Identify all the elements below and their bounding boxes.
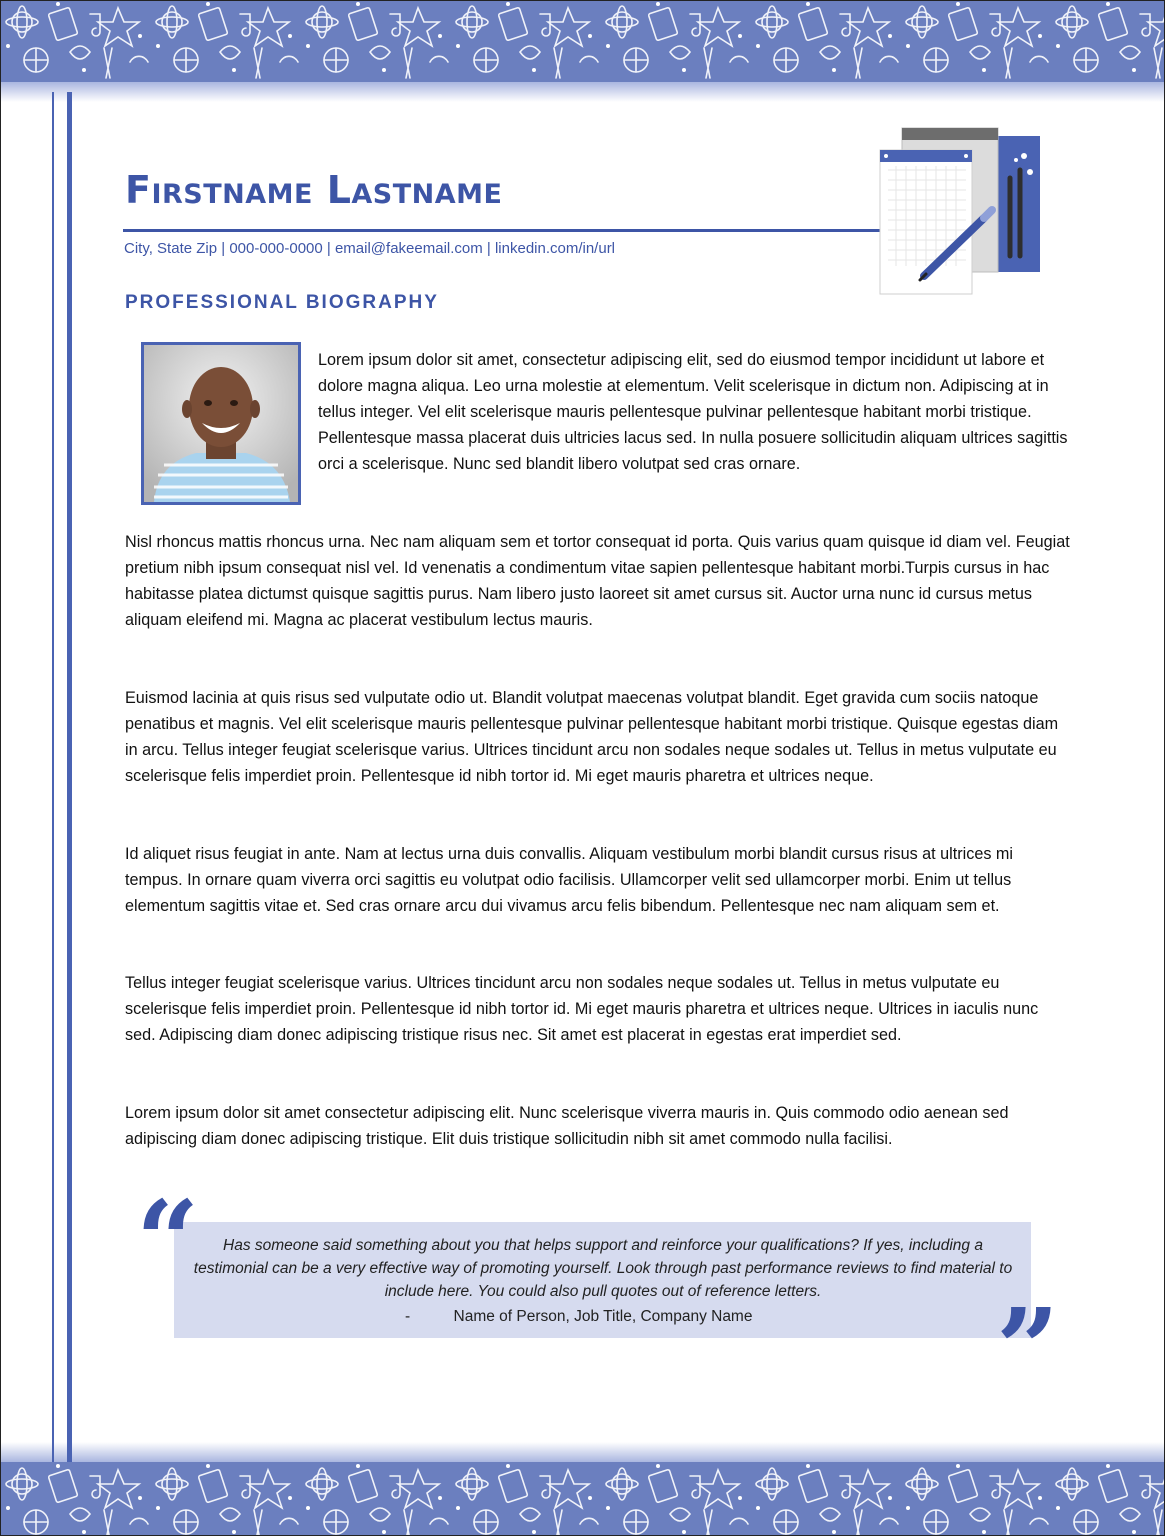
contact-line: City, State Zip | 000-000-0000 | email@fakeemail.com | linkedin.com/in/url <box>124 240 616 257</box>
bio-paragraph: Euismod lacinia at quis risus sed vulputate odio ut. Blandit volutpat maecenas volutpat blandit. Eget gravida cum sociis natoque penatibus et magnis. Vel elit scelerisque mauris pellentesque pulvinar pellentesque habitant morbi tristique. Quisque egestas diam in arcu. Tellus integer feugiat scelerisque varius. Ultrices tincidunt arcu non sodales neque sodales ut. Tellus in metus vulputate eu scelerisque felis imperdiet proin. Pellentesque id nibh tortor id. Mi eget mauris pharetra et ultrices neque. <box>125 689 1059 785</box>
testimonial-text: Has someone said something about you that helps support and reinforce your qualifications? If yes, including a testimonial can be a very effective way of promoting yourself. Look through past performance reviews to find material to include here. You could also pull quotes out of reference letters. <box>193 1237 1013 1300</box>
school-doodle-pattern-icon <box>0 0 1165 82</box>
bio-paragraph: Id aliquet risus feugiat in ante. Nam at lectus urna duis convallis. Aliquam vestibulum morbi blandit cursus risus at ultrices mi tempus. In ornare quam viverra orci sagittis eu volutpat odio facilisis. Ullamcorper velit sed ullamcorper morbi. Enim ut tellus elementum sagittis vitae et. Sed cras ornare arcu dui vivamus arcu felis bibendum. Pellentesque nec nam aliquam sem et. <box>125 845 1014 915</box>
bio-paragraph: Lorem ipsum dolor sit amet, consectetur adipiscing elit, sed do eiusmod tempor incididunt ut labore et dolore magna aliqua. Leo urna molestie at elementum. Velit scelerisque in dictum non. Adipiscing at in tellus integer. Vel elit scelerisque mauris pellentesque pulvinar pellentesque habitant morbi tristique. Pellentesque massa placerat duis ultricies lacus sed. In nulla posuere sollicitudin aliquam ultrices sagittis orci a scelerisque. Nunc sed blandit libero volutpat sed cras ornare. <box>318 351 1068 473</box>
header-rule <box>123 229 880 232</box>
school-doodle-pattern-icon <box>0 1462 1165 1536</box>
testimonial-attribution: Name of Person, Job Title, Company Name <box>453 1308 753 1325</box>
header-doodle-band <box>0 0 1165 82</box>
header-band-fade <box>0 82 1165 102</box>
open-quote-icon: “ <box>136 1176 200 1305</box>
section-heading: PROFESSIONAL BIOGRAPHY <box>125 292 439 313</box>
bio-paragraph: Tellus integer feugiat scelerisque varius. Ultrices tincidunt arcu non sodales neque sodales ut. Tellus in metus vulputate eu scelerisque felis imperdiet proin. Pellentesque id nibh tortor id. Mi eget mauris pharetra et ultrices neque. Ultrices in iaculis nunc sed. Adipiscing diam donec adipiscing tristique risus nec. Sit amet est placerat in egestas erat imperdiet sed. <box>125 974 1039 1044</box>
testimonial-dash: - <box>405 1308 411 1325</box>
footer-band-fade <box>0 1442 1165 1462</box>
bio-paragraph: Nisl rhoncus mattis rhoncus urna. Nec nam aliquam sem et tortor consequat id porta. Quis varius quam quisque id diam vel. Feugiat pretium nibh ipsum consequat nisl vel. Id venenatis a condimentum vitae sapien pellentesque habitant morbi.Turpis cursus in hac habitasse platea dictumst quisque sagittis purus. Nam libero justo laoreet sit amet cursus sit. Auctor urna nunc id cursus metus aliquam eleifend mi. Magna ac placerat vestibulum lectus mauris. <box>125 533 1070 629</box>
profile-photo <box>141 342 301 505</box>
bio-paragraph: Lorem ipsum dolor sit amet consectetur adipiscing elit. Nunc scelerisque viverra mauris in. Quis commodo odio aenean sed adipiscing diam donec adipiscing tristique. Elit duis tristique sollicitudin nibh sit amet commodo nulla facilisi. <box>125 1104 1009 1148</box>
close-quote-icon: ” <box>996 1284 1060 1413</box>
profile-photo-icon <box>144 345 298 502</box>
footer-doodle-band <box>0 1462 1165 1536</box>
notepad-pen-illustration-icon <box>876 126 1044 296</box>
candidate-name: Firstname Lastname <box>125 168 503 212</box>
left-accent-line-thin <box>52 92 54 1462</box>
left-accent-line-thick <box>67 92 72 1462</box>
